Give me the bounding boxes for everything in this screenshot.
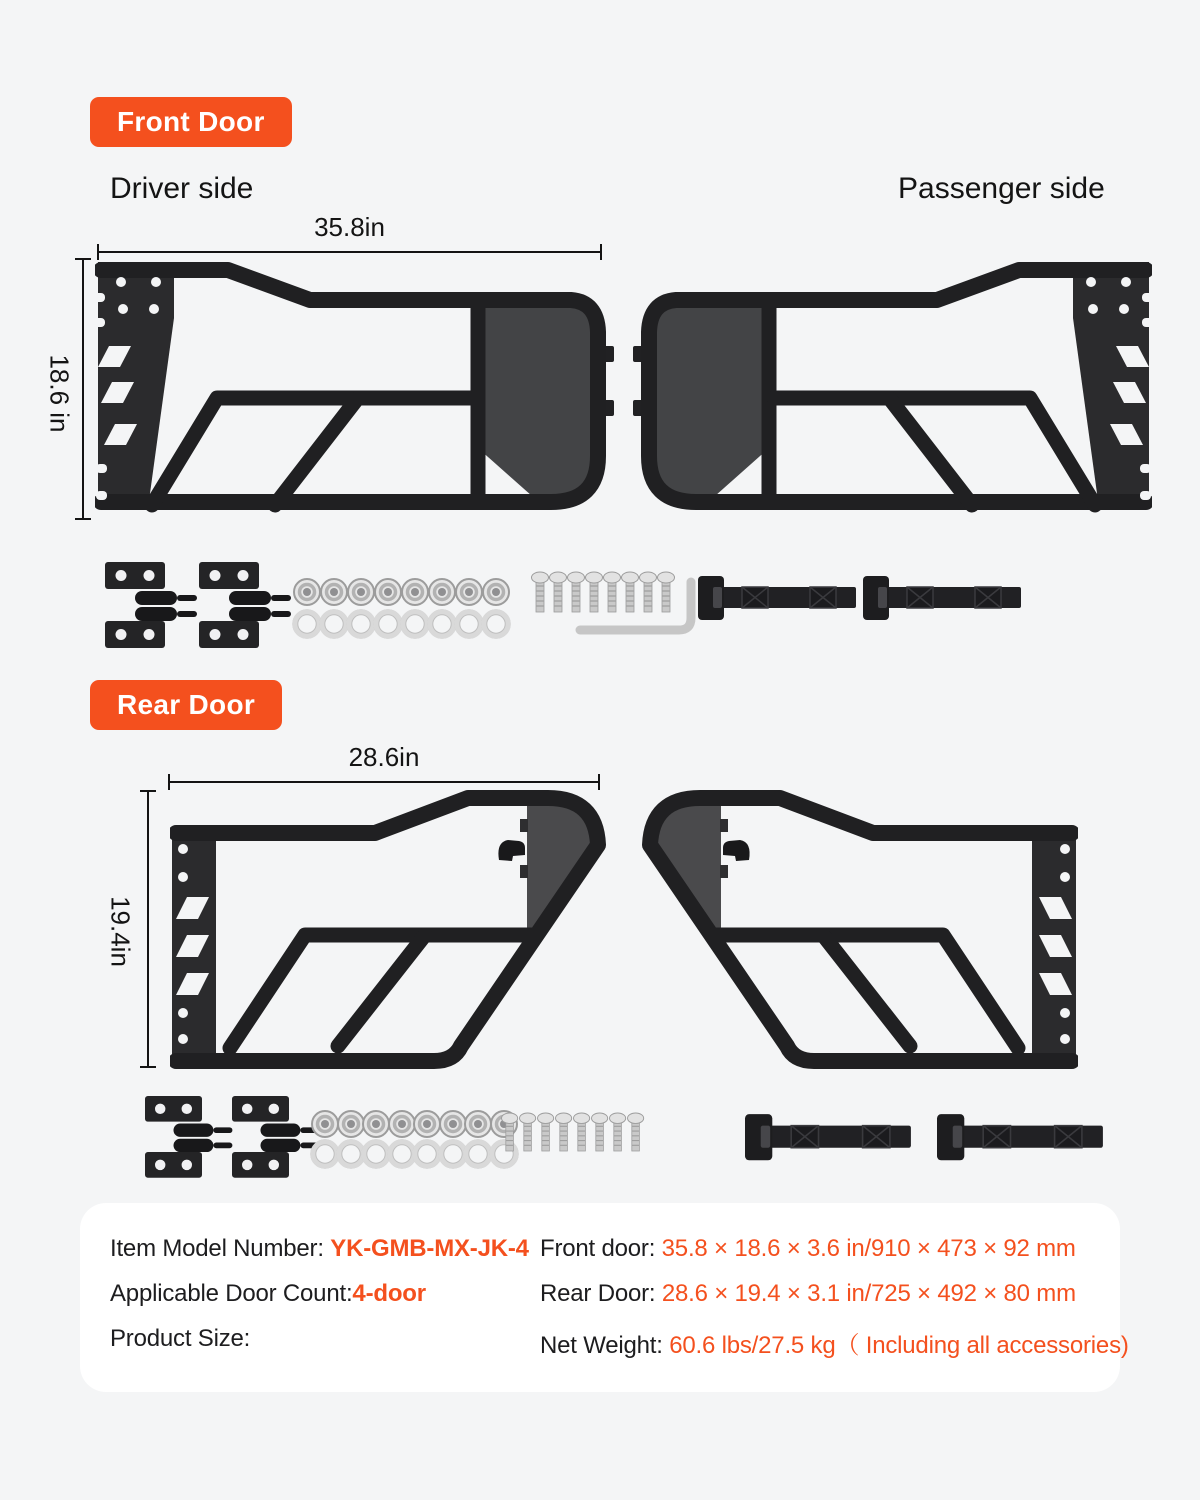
nut-icon xyxy=(348,579,374,605)
front-door-passenger-image xyxy=(632,258,1152,520)
specs-panel xyxy=(80,1203,1129,1392)
passenger-side-label: Passenger side xyxy=(898,172,1105,205)
washer-icon xyxy=(482,610,510,638)
screw-icon xyxy=(586,572,603,612)
screw-icon xyxy=(622,572,639,612)
washer-icon xyxy=(464,1140,492,1168)
spec-value: 4-door xyxy=(352,1280,426,1307)
hinge-icon xyxy=(105,562,197,648)
hinge-icon xyxy=(232,1096,319,1178)
spec-row-front-door-size xyxy=(540,1235,1076,1263)
screw-icon xyxy=(628,1113,644,1151)
nut-icon xyxy=(414,1111,440,1137)
screw-icon xyxy=(658,572,675,612)
nut-icon xyxy=(429,579,455,605)
nut-icon xyxy=(440,1111,466,1137)
front-width-dimension xyxy=(97,212,602,253)
front-door-driver-image xyxy=(95,258,615,520)
nut-icon xyxy=(312,1111,338,1137)
screw-icon xyxy=(520,1113,536,1151)
washer-icon xyxy=(439,1140,467,1168)
nut-icon xyxy=(483,579,509,605)
screw-icon xyxy=(532,572,549,612)
nut-icon xyxy=(456,579,482,605)
front-width-dimension-label: 35.8in xyxy=(314,212,385,242)
rear-door-passenger-image xyxy=(628,785,1078,1080)
spec-label: Net Weight: xyxy=(540,1332,670,1359)
screw-icon xyxy=(568,572,585,612)
front-height-dimension-label: 18.6 in xyxy=(44,354,75,433)
front-door-badge: Front Door xyxy=(90,97,292,147)
spec-row-rear-door-size xyxy=(540,1280,1076,1308)
nut-icon xyxy=(389,1111,415,1137)
rear-width-dimension-line xyxy=(168,781,600,783)
front-hardware-row xyxy=(95,552,1025,670)
spec-row-product-size xyxy=(110,1325,250,1353)
screw-icon xyxy=(640,572,657,612)
spec-label: Rear Door: xyxy=(540,1280,662,1307)
nut-icon xyxy=(363,1111,389,1137)
washer-icon xyxy=(401,610,429,638)
washer-icon xyxy=(413,1140,441,1168)
spec-row-model-number xyxy=(110,1235,529,1263)
spec-row-door-count xyxy=(110,1280,426,1308)
driver-side-label: Driver side xyxy=(110,172,254,205)
spec-row-net-weight xyxy=(540,1325,1129,1360)
screw-icon xyxy=(550,572,567,612)
washer-icon xyxy=(490,1140,518,1168)
spec-label: Applicable Door Count: xyxy=(110,1280,353,1307)
hinge-icon xyxy=(145,1096,232,1178)
screw-icon xyxy=(556,1113,572,1151)
screw-icon xyxy=(574,1113,590,1151)
front-height-dimension-line xyxy=(82,258,84,520)
washer-icon xyxy=(347,610,375,638)
screw-icon xyxy=(610,1113,626,1151)
spec-value: 28.6 × 19.4 × 3.1 in/725 × 492 × 80 mm xyxy=(661,1280,1076,1307)
rear-door-driver-image xyxy=(170,785,620,1080)
spec-value: YK-GMB-MX-JK-4 xyxy=(330,1235,529,1262)
strap-icon xyxy=(745,1114,911,1160)
spec-value: 60.6 lbs/27.5 kg（ Including all accessories) xyxy=(669,1332,1129,1359)
spec-label: Item Model Number: xyxy=(110,1235,331,1262)
washer-icon xyxy=(311,1140,339,1168)
washer-icon xyxy=(428,610,456,638)
washer-icon xyxy=(455,610,483,638)
spec-label: Front door: xyxy=(540,1235,662,1262)
strap-icon xyxy=(937,1114,1103,1160)
nut-icon xyxy=(465,1111,491,1137)
rear-height-dimension-line xyxy=(147,790,149,1068)
screw-icon xyxy=(592,1113,608,1151)
rear-width-dimension-label: 28.6in xyxy=(348,742,420,772)
nut-icon xyxy=(321,579,347,605)
screw-icon xyxy=(538,1113,554,1151)
rear-width-dimension xyxy=(168,742,600,783)
spec-value: 35.8 × 18.6 × 3.6 in/910 × 473 × 92 mm xyxy=(661,1235,1076,1262)
washer-icon xyxy=(337,1140,365,1168)
spec-label: Product Size: xyxy=(110,1325,251,1352)
screw-icon xyxy=(604,572,621,612)
rear-hardware-row xyxy=(140,1088,1115,1193)
nut-icon xyxy=(294,579,320,605)
strap-icon xyxy=(863,576,1021,620)
washer-icon xyxy=(374,610,402,638)
rear-height-dimension-label: 19.4in xyxy=(105,896,136,967)
nut-icon xyxy=(375,579,401,605)
washer-icon xyxy=(293,610,321,638)
front-width-dimension-line xyxy=(97,251,602,253)
washer-icon xyxy=(362,1140,390,1168)
hinge-icon xyxy=(199,562,291,648)
nut-icon xyxy=(338,1111,364,1137)
washer-icon xyxy=(320,610,348,638)
nut-icon xyxy=(402,579,428,605)
strap-icon xyxy=(698,576,856,620)
rear-door-badge: Rear Door xyxy=(90,680,282,730)
washer-icon xyxy=(388,1140,416,1168)
